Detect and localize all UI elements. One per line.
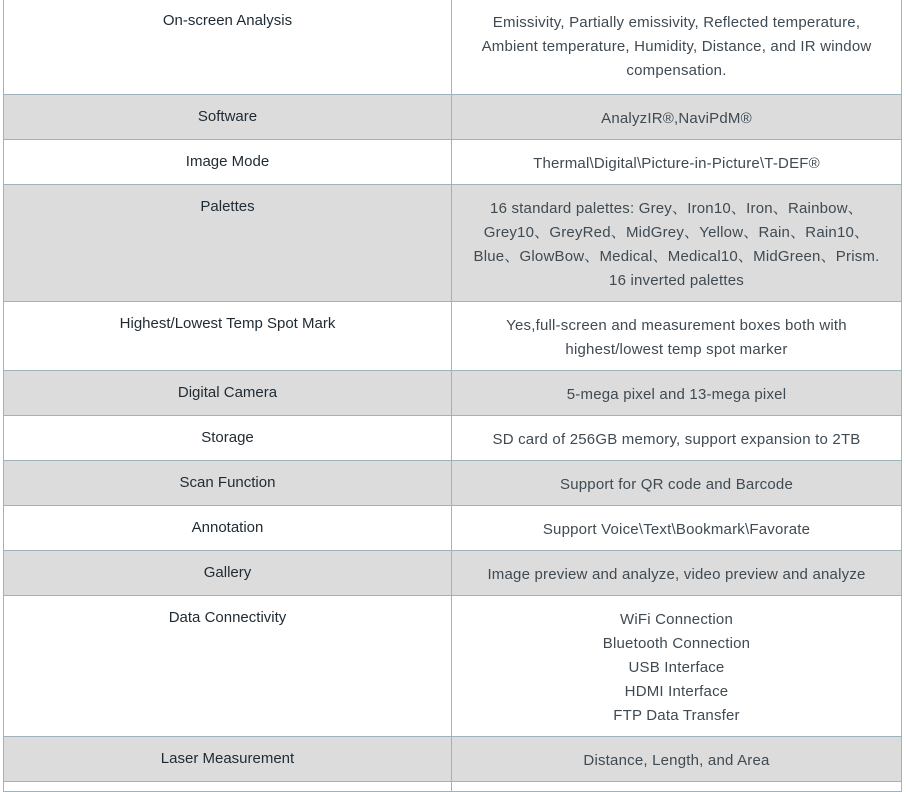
spec-label: Software [4, 95, 452, 140]
spec-value [452, 185, 902, 302]
spec-value-line: 5-mega pixel and 13-mega pixel [566, 386, 787, 403]
spec-row-gallery [4, 551, 902, 596]
spec-value-line: Ambient temperature, Humidity, Distance, and IR window [481, 38, 872, 55]
spec-value-line: HDMI Interface [624, 683, 729, 700]
spec-value-empty [452, 782, 902, 792]
spec-value-line: Bluetooth Connection [602, 635, 751, 652]
spec-row-digital-camera [4, 371, 902, 416]
spec-row-scan-function [4, 461, 902, 506]
spec-value-line: AnalyzIR®,NaviPdM® [601, 110, 752, 127]
spec-value-line: Emissivity, Partially emissivity, Reflected temperature, [492, 14, 861, 31]
spec-row-image-mode [4, 140, 902, 185]
spec-value-line: Support for QR code and Barcode [559, 476, 793, 493]
spec-row-data-connectivity [4, 596, 902, 737]
spec-value-line: 16 standard palettes: Grey、Iron10、Iron、Rainbow、 [490, 200, 863, 217]
spec-label-empty [4, 782, 452, 792]
spec-row-palettes [4, 185, 902, 302]
spec-value [452, 95, 902, 140]
spec-row-laser-measurement [4, 737, 902, 782]
spec-value-line: Grey10、GreyRed、MidGrey、Yellow、Rain、Rain10、 [483, 224, 870, 241]
spec-label: Data Connectivity [4, 596, 452, 737]
spec-value [452, 416, 902, 461]
spec-row-software [4, 95, 902, 140]
spec-value-line: USB Interface [628, 659, 725, 676]
spec-value [452, 302, 902, 371]
spec-value [452, 461, 902, 506]
spec-value [452, 371, 902, 416]
spec-label: Palettes [4, 185, 452, 302]
spec-value-line: FTP Data Transfer [613, 707, 740, 724]
spec-value-line: WiFi Connection [619, 611, 734, 628]
spec-label: On-screen Analysis [4, 0, 452, 95]
spec-label: Laser Measurement [4, 737, 452, 782]
spec-value [452, 737, 902, 782]
spec-value [452, 140, 902, 185]
spec-value [452, 0, 902, 95]
spec-value-line: Yes,full-screen and measurement boxes both with [506, 317, 847, 334]
spec-label: Storage [4, 416, 452, 461]
spec-value-line: Thermal\Digital\Picture-in-Picture\T-DEF® [533, 155, 820, 172]
spec-value-line: Distance, Length, and Area [583, 752, 770, 769]
spec-label: Gallery [4, 551, 452, 596]
spec-label: Scan Function [4, 461, 452, 506]
spec-row-storage [4, 416, 902, 461]
spec-row-partial [4, 782, 902, 792]
spec-value-line: Image preview and analyze, video preview and analyze [487, 566, 866, 583]
spec-row-on-screen-analysis [4, 0, 902, 95]
spec-value-line: highest/lowest temp spot marker [565, 341, 788, 358]
spec-label: Annotation [4, 506, 452, 551]
spec-value-line: compensation. [626, 62, 727, 79]
spec-label: Image Mode [4, 140, 452, 185]
spec-value [452, 596, 902, 737]
spec-row-annotation [4, 506, 902, 551]
spec-value-line: 16 inverted palettes [609, 272, 744, 289]
spec-value-line: Blue、GlowBow、Medical、Medical10、MidGreen、Prism. [473, 248, 880, 265]
spec-row-temp-spot-mark [4, 302, 902, 371]
spec-value-line: SD card of 256GB memory, support expansion to 2TB [492, 431, 861, 448]
spec-value [452, 506, 902, 551]
spec-value-line: Support Voice\Text\Bookmark\Favorate [542, 521, 811, 538]
specifications-table [3, 0, 902, 792]
spec-label: Digital Camera [4, 371, 452, 416]
spec-value [452, 551, 902, 596]
spec-label: Highest/Lowest Temp Spot Mark [4, 302, 452, 371]
